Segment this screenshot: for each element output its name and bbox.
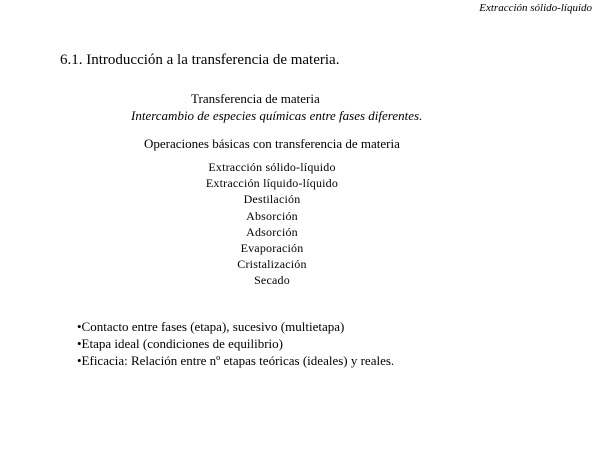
- operation-item: Extracción líquido-líquido: [205, 176, 339, 191]
- notes-list: [77, 318, 394, 369]
- operation-item: Cristalización: [237, 257, 307, 272]
- running-header: Extracción sólido-líquido: [479, 2, 592, 14]
- note-item: •Eficacia: Relación entre nº etapas teóricas (ideales) y reales.: [77, 353, 395, 368]
- operation-item: Evaporación: [240, 241, 304, 256]
- definition-term: Transferencia de materia: [191, 91, 320, 106]
- operation-item: Destilación: [243, 192, 301, 207]
- operations-list: [0, 159, 544, 289]
- section-title: 6.1. Introducción a la transferencia de materia.: [60, 52, 340, 68]
- note-item: •Contacto entre fases (etapa), sucesivo (multietapa): [77, 319, 345, 334]
- operation-item: Absorción: [246, 208, 298, 223]
- operation-item: Adsorción: [246, 224, 298, 239]
- definition-text: Intercambio de especies químicas entre fases diferentes.: [131, 108, 423, 123]
- note-item: •Etapa ideal (condiciones de equilibrio): [77, 336, 283, 351]
- operation-item: Secado: [254, 273, 290, 288]
- operations-title: Operaciones básicas con transferencia de materia: [144, 136, 400, 151]
- operation-item: Extracción sólido-líquido: [208, 160, 336, 174]
